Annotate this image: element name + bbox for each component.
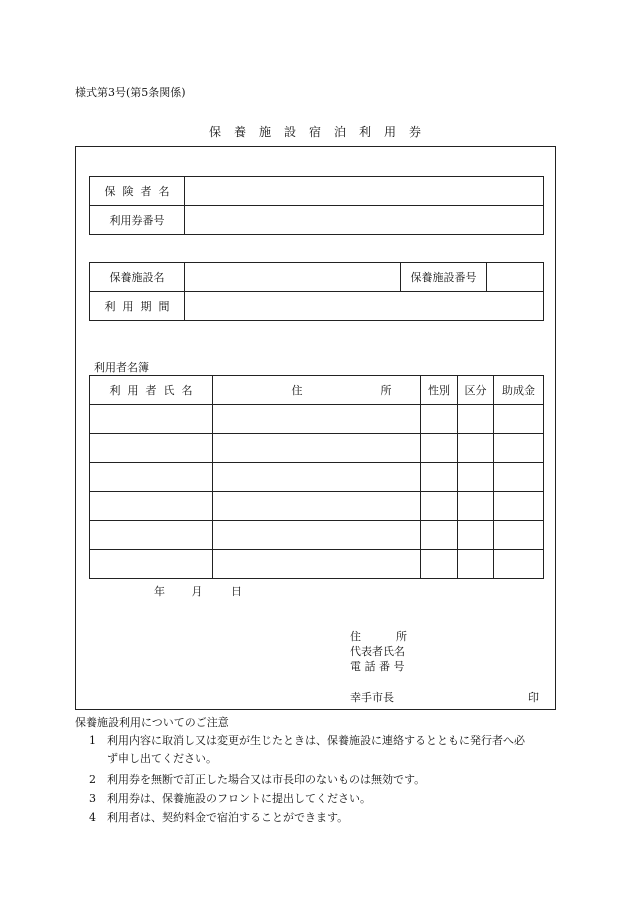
- note-text: 利用者は、契約料金で宿泊することができます。: [107, 811, 349, 824]
- roster-cell-address[interactable]: [213, 463, 421, 492]
- table-row: [90, 521, 544, 550]
- note-item-3: [89, 790, 559, 808]
- note-number: 4: [89, 811, 96, 824]
- period-label: 利用期間: [90, 292, 185, 321]
- insured-name-row: [90, 177, 544, 206]
- roster-cell-name[interactable]: [90, 463, 213, 492]
- ticket-number-row: [90, 206, 544, 235]
- roster-label: 利用者名簿: [94, 361, 149, 374]
- facility-name-label: 保養施設名: [90, 263, 185, 292]
- roster-cell-subsidy[interactable]: [494, 434, 544, 463]
- facility-info-table: [89, 262, 544, 321]
- note-number: 1: [89, 734, 96, 747]
- issue-date: [154, 583, 242, 599]
- table-row: [90, 492, 544, 521]
- issuer-mayor: 幸手市長: [350, 691, 394, 704]
- roster-header-address-right: 所: [380, 384, 392, 397]
- table-row: [90, 550, 544, 579]
- roster-cell-name[interactable]: [90, 550, 213, 579]
- facility-number-label: 保養施設番号: [401, 263, 487, 292]
- roster-header-gender: 性別: [421, 376, 458, 405]
- roster-cell-gender[interactable]: [421, 492, 458, 521]
- roster-cell-subsidy[interactable]: [494, 463, 544, 492]
- seal-mark: 印: [528, 691, 539, 704]
- insured-name-field[interactable]: [185, 177, 544, 206]
- roster-cell-gender[interactable]: [421, 550, 458, 579]
- roster-cell-gender[interactable]: [421, 405, 458, 434]
- ticket-number-label: 利用券番号: [90, 206, 185, 235]
- issuer-phone: 電 話 番 号: [350, 660, 405, 673]
- roster-cell-subsidy[interactable]: [494, 521, 544, 550]
- roster-cell-name[interactable]: [90, 492, 213, 521]
- note-text-continued: ず申し出てください。: [107, 752, 217, 765]
- roster-cell-name[interactable]: [90, 405, 213, 434]
- note-text: 利用内容に取消し又は変更が生じたときは、保養施設に連絡するとともに発行者へ必: [107, 734, 525, 747]
- roster-cell-subsidy[interactable]: [494, 492, 544, 521]
- facility-number-field[interactable]: [487, 263, 544, 292]
- roster-cell-gender[interactable]: [421, 521, 458, 550]
- insured-info-table: [89, 176, 544, 235]
- notes-heading: 保養施設利用についてのご注意: [75, 716, 229, 729]
- roster-cell-address[interactable]: [213, 492, 421, 521]
- note-text: 利用券を無断で訂正した場合又は市長印のないものは無効です。: [107, 773, 426, 786]
- roster-cell-address[interactable]: [213, 521, 421, 550]
- roster-cell-category[interactable]: [458, 405, 494, 434]
- table-row: [90, 405, 544, 434]
- date-year: 年: [154, 585, 165, 598]
- roster-cell-category[interactable]: [458, 434, 494, 463]
- facility-row: [90, 263, 544, 292]
- roster-cell-category[interactable]: [458, 492, 494, 521]
- roster-cell-name[interactable]: [90, 434, 213, 463]
- roster-header-name: 利用者氏名: [90, 376, 213, 405]
- roster-cell-gender[interactable]: [421, 434, 458, 463]
- roster-cell-category[interactable]: [458, 550, 494, 579]
- roster-header-address-left: 住: [291, 384, 303, 397]
- page-title: 保養施設宿泊利用券: [208, 125, 434, 139]
- issuer-address-left: 住: [350, 630, 361, 643]
- note-item-2: [89, 771, 559, 789]
- roster-header-subsidy: 助成金: [494, 376, 544, 405]
- roster-cell-gender[interactable]: [421, 463, 458, 492]
- period-row: [90, 292, 544, 321]
- note-item-4: [89, 809, 559, 827]
- date-month: 月: [191, 585, 203, 598]
- table-row: [90, 463, 544, 492]
- note-item-1: [89, 732, 559, 768]
- note-number: 2: [89, 773, 96, 786]
- table-row: [90, 434, 544, 463]
- roster-header-address: [213, 376, 421, 405]
- insured-name-label: 保険者名: [90, 177, 185, 206]
- roster-table: [89, 375, 544, 579]
- note-text: 利用券は、保養施設のフロントに提出してください。: [107, 792, 371, 805]
- roster-cell-subsidy[interactable]: [494, 405, 544, 434]
- ticket-number-field[interactable]: [185, 206, 544, 235]
- issuer-representative: 代表者氏名: [350, 645, 405, 658]
- form-number: 様式第3号(第5条関係): [75, 86, 186, 99]
- roster-cell-category[interactable]: [458, 463, 494, 492]
- roster-cell-address[interactable]: [213, 434, 421, 463]
- roster-cell-subsidy[interactable]: [494, 550, 544, 579]
- roster-body: [90, 405, 544, 579]
- facility-name-field[interactable]: [185, 263, 401, 292]
- roster-header-row: [90, 376, 544, 405]
- issuer-address: [350, 628, 407, 644]
- roster-cell-name[interactable]: [90, 521, 213, 550]
- issuer-address-right: 所: [396, 630, 407, 643]
- note-number: 3: [89, 792, 96, 805]
- roster-cell-category[interactable]: [458, 521, 494, 550]
- roster-header-category: 区分: [458, 376, 494, 405]
- date-day: 日: [231, 585, 242, 598]
- period-field[interactable]: [185, 292, 544, 321]
- roster-cell-address[interactable]: [213, 550, 421, 579]
- roster-cell-address[interactable]: [213, 405, 421, 434]
